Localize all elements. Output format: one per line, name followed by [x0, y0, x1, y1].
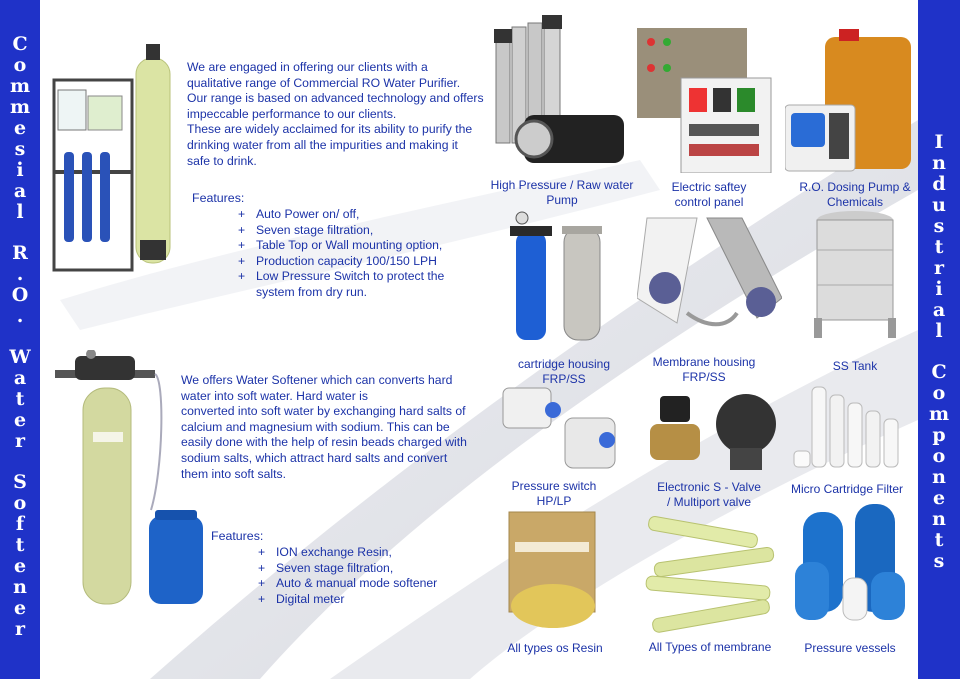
- ro-features-title: Features:: [192, 191, 245, 205]
- banner-letter: r: [14, 430, 25, 452]
- membrane-image: [638, 515, 783, 635]
- text-line: water into soft water. Hard water is: [181, 388, 368, 403]
- caption-electric-panel: Electric saftey control panel: [671, 180, 747, 209]
- dosing-pump-image: [785, 25, 915, 175]
- text-line: sodium salts, which attract hard salts and convert: [181, 450, 448, 465]
- membrane-housing-image: [637, 208, 782, 333]
- feature-item: + Digital meter: [258, 592, 488, 608]
- valve-image: [646, 390, 776, 475]
- feature-item: + Seven stage filtration,: [258, 561, 488, 577]
- banner-letter: a: [13, 367, 27, 389]
- text-line: qualitative range of Commercial RO Water Purifier.: [187, 75, 461, 90]
- pressure-vessels-image: [793, 502, 913, 632]
- caption-membrane: All Types of membrane: [648, 640, 772, 654]
- banner-letter: l: [16, 201, 24, 223]
- banner-letter: a: [932, 299, 946, 321]
- banner-letter: O: [11, 284, 29, 306]
- softener-features-title: Features:: [211, 529, 264, 543]
- ro-features-list: [238, 207, 468, 301]
- softener-features-list: [258, 545, 488, 607]
- banner-letter: [17, 452, 24, 472]
- caption-ss-tank: SS Tank: [832, 359, 878, 373]
- banner-letter: [936, 342, 943, 362]
- banner-letter: e: [13, 597, 27, 619]
- banner-letter: o: [932, 445, 946, 467]
- caption-cartridge-housing: cartridge housing FRP/SS: [517, 357, 611, 386]
- banner-letter: s: [933, 550, 945, 572]
- caption-dosing-pump: R.O. Dosing Pump & Chemicals: [799, 180, 911, 209]
- caption-valve: Electronic S - Valve / Multiport valve: [657, 480, 761, 509]
- feature-item: + ION exchange Resin,: [258, 545, 488, 561]
- pressure-switch-image: [495, 380, 625, 475]
- banner-letter: t: [934, 236, 944, 258]
- banner-letter: e: [13, 117, 27, 139]
- banner-letter: e: [13, 409, 27, 431]
- ro-description: [187, 60, 484, 169]
- banner-letter: W: [9, 346, 31, 368]
- electric-panel-image: [637, 28, 772, 173]
- feature-item: + Table Top or Wall mounting option,: [238, 238, 468, 254]
- banner-letter: l: [935, 320, 943, 342]
- left-banner: [0, 0, 40, 679]
- high-pressure-pump-image: [490, 15, 630, 175]
- banner-letter: t: [15, 388, 25, 410]
- ro-plant-image: [50, 40, 180, 275]
- resin-image: [505, 508, 600, 633]
- feature-item: + Production capacity 100/150 LPH: [238, 254, 468, 270]
- banner-letter: t: [15, 534, 25, 556]
- banner-letter: r: [933, 257, 944, 279]
- feature-item: + Seven stage filtration,: [238, 223, 468, 239]
- text-line: impeccable performance to our clients.: [187, 106, 397, 121]
- text-line: easily done with the help of resin beads charged with: [181, 435, 467, 450]
- caption-micro-filter: Micro Cartridge Filter: [790, 482, 904, 496]
- banner-letter: m: [9, 75, 31, 97]
- banner-letter: n: [932, 508, 946, 530]
- text-line: These are widely acclaimed for its ability to purify the: [187, 122, 473, 137]
- left-banner-text: [0, 34, 40, 640]
- text-line: them into soft salts.: [181, 466, 286, 481]
- caption-pressure-switch: Pressure switch HP/LP: [511, 479, 597, 508]
- text-line: converted into soft water by exchanging hard salts of: [181, 404, 466, 419]
- banner-letter: C: [12, 33, 28, 55]
- banner-letter: r: [14, 618, 25, 640]
- caption-membrane-housing: Membrane housing FRP/SS: [652, 355, 756, 384]
- feature-item: + Low Pressure Switch to protect the system from dry run.: [238, 269, 468, 300]
- banner-letter: n: [932, 466, 946, 488]
- banner-letter: t: [934, 529, 944, 551]
- text-line: calcium and magnesium with sodium. This can be: [181, 419, 450, 434]
- banner-letter: m: [928, 403, 950, 425]
- caption-high-pressure-pump: High Pressure / Raw water Pump: [490, 178, 634, 207]
- right-banner: [918, 0, 960, 679]
- banner-letter: S: [13, 471, 27, 493]
- banner-letter: s: [14, 138, 26, 160]
- caption-pressure-vessels: Pressure vessels: [804, 641, 896, 655]
- text-line: drinking water from all the impurities and making it: [187, 137, 458, 152]
- banner-letter: i: [935, 278, 943, 300]
- feature-item: + Auto Power on/ off,: [238, 207, 468, 223]
- text-line: We are engaged in offering our clients with a: [187, 60, 428, 74]
- text-line: Our range is based on advanced technology and offers: [187, 91, 484, 106]
- banner-letter: e: [13, 555, 27, 577]
- text-line: We offers Water Softener which can converts hard: [181, 373, 453, 387]
- banner-letter: o: [13, 54, 27, 76]
- caption-resin: All types os Resin: [507, 641, 603, 655]
- ss-tank-image: [800, 210, 910, 340]
- banner-letter: s: [933, 215, 945, 237]
- banner-letter: e: [932, 487, 946, 509]
- banner-letter: a: [13, 180, 27, 202]
- banner-letter: I: [934, 131, 944, 153]
- banner-letter: d: [932, 173, 946, 195]
- banner-letter: o: [13, 492, 27, 514]
- banner-letter: o: [932, 382, 946, 404]
- banner-letter: [17, 223, 24, 243]
- banner-letter: f: [15, 513, 25, 535]
- softener-description: [181, 373, 467, 482]
- banner-letter: .: [16, 305, 24, 327]
- feature-item: + Auto & manual mode softener: [258, 576, 488, 592]
- banner-letter: i: [16, 159, 24, 181]
- banner-letter: C: [931, 361, 947, 383]
- text-line: safe to drink.: [187, 153, 257, 168]
- banner-letter: n: [932, 152, 946, 174]
- banner-letter: [17, 327, 24, 347]
- banner-letter: n: [13, 576, 27, 598]
- banner-letter: .: [16, 263, 24, 285]
- right-banner-text: [918, 132, 960, 572]
- banner-letter: R: [12, 242, 28, 264]
- micro-filter-image: [792, 385, 910, 475]
- banner-letter: p: [932, 424, 946, 446]
- banner-letter: u: [932, 194, 946, 216]
- cartridge-housing-image: [508, 210, 608, 350]
- banner-letter: m: [9, 96, 31, 118]
